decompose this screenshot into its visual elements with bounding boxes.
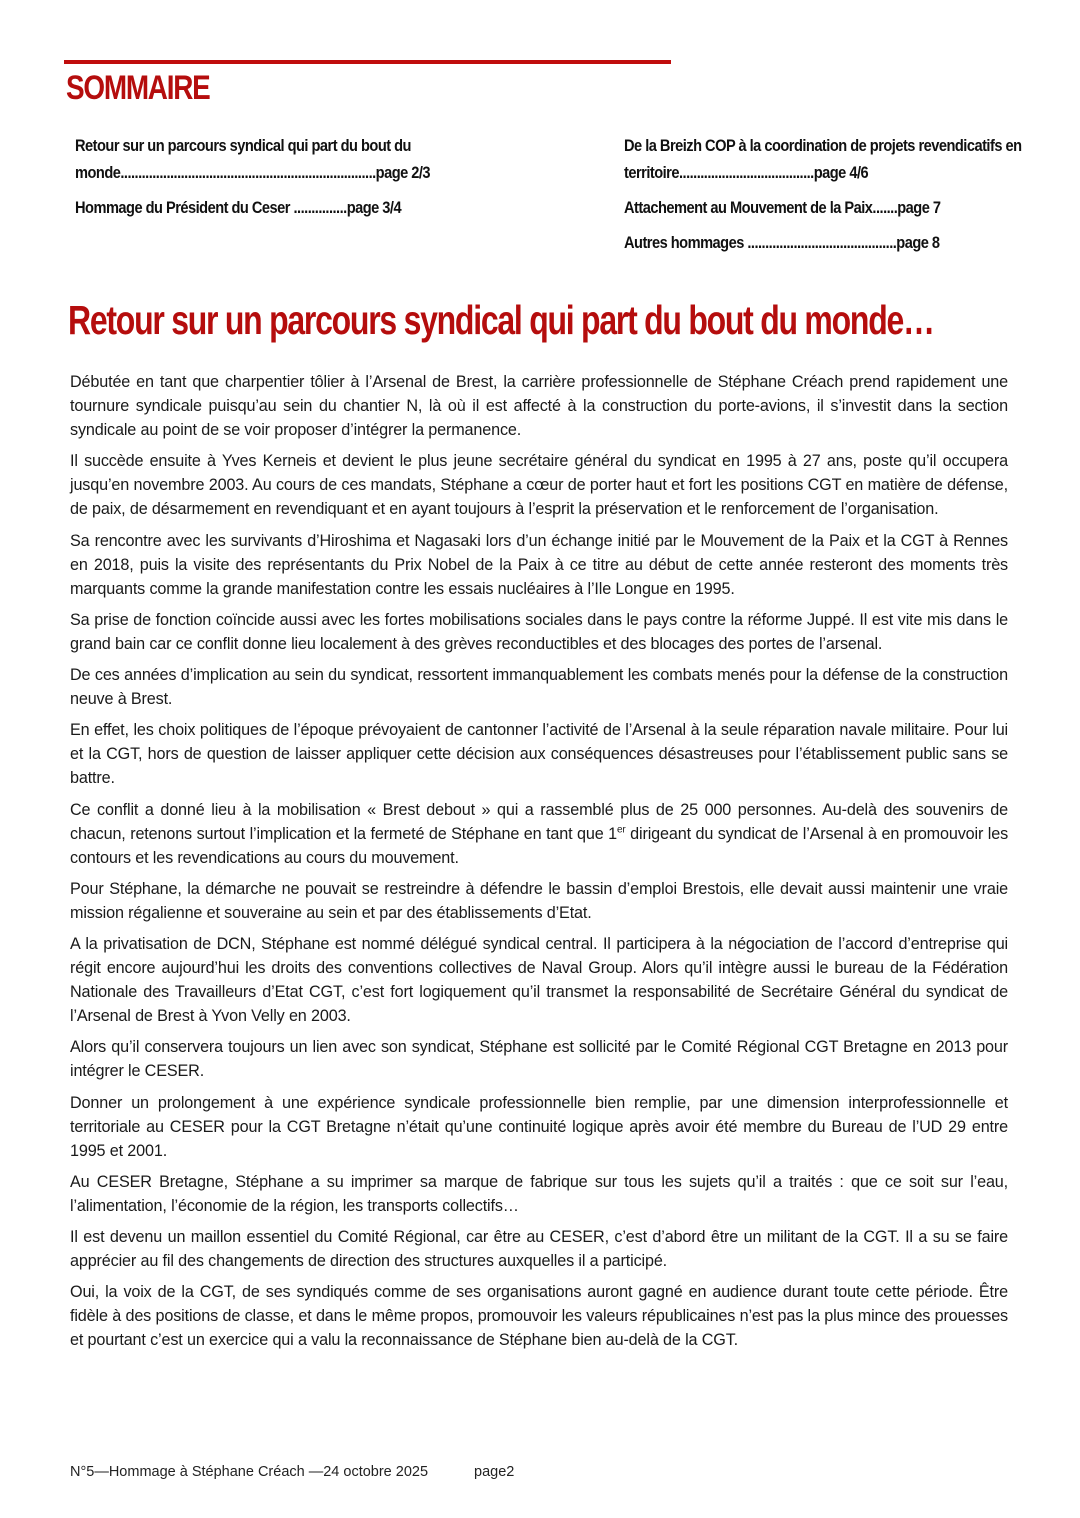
toc-page-ref: page 7 bbox=[897, 198, 941, 217]
toc-leader: ...................................... bbox=[678, 163, 814, 182]
header-rule bbox=[64, 60, 671, 64]
toc-page-ref: page 4/6 bbox=[813, 163, 869, 182]
paragraph: Il succède ensuite à Yves Kerneis et devient le plus jeune secrétaire général du syndicat en 1995 à 27 ans, poste qu’il occupera jusqu’en novembre 2003. Au cours de ces mandats, Stéphane a cœur de porter haut et fort les positions CGT en matière de défense, de paix, de désarmement en revendiquant et en ayant toujours à l’esprit la préservation et le renforcement de l’organisation. bbox=[70, 452, 1008, 519]
paragraph: Débutée en tant que charpentier tôlier à l’Arsenal de Brest, la carrière professionnelle de Stéphane Créach prend rapidement une tournure syndicale puisqu’au sein du chantier N, là où il est affecté à la construction du porte-avions, il s’investit dans la section syndicale au point de se voir proposer d’intégrer la permanence. bbox=[70, 373, 1008, 440]
footer-page-number: page2 bbox=[474, 1464, 515, 1480]
paragraph-text: Ce conflit a donné lieu à la mobilisation « Brest debout » qui a rassemblé plus de 25 000 personnes. Au-delà des souvenirs de chacun, retenons surtout l’implication et la fermeté de Stéphane en tant que 1 bbox=[70, 800, 1008, 843]
superscript: er bbox=[617, 824, 626, 836]
toc-leader: ........................................................................ bbox=[120, 163, 376, 182]
toc-item[interactable] bbox=[624, 229, 1023, 256]
paragraph: Sa prise de fonction coïncide aussi avec les fortes mobilisations sociales dans le pays contre la réforme Juppé. Il est vite mis dans le grand bain car ce conflit donne lieu localement à des grèves reconductibles et des blocages des portes de l’arsenal. bbox=[70, 610, 1008, 653]
toc-item-text: Retour sur un parcours syndical qui part du bout du monde bbox=[75, 136, 411, 182]
paragraph bbox=[70, 798, 1008, 870]
paragraph-text: dirigeant du syndicat de l’Arsenal à en promouvoir les contours et les revendications au cours du mouvement. bbox=[70, 824, 1009, 867]
sommaire-title: SOMMAIRE bbox=[66, 69, 210, 107]
paragraph: Pour Stéphane, la démarche ne pouvait se restreindre à défendre le bassin d’emploi Brestois, elle devait aussi maintenir une vraie mission régalienne et souveraine au sein et par des établissements d’Etat. bbox=[70, 879, 1008, 922]
page-footer bbox=[70, 1464, 514, 1480]
toc-leader: .......................................... bbox=[747, 233, 897, 252]
toc-left-column bbox=[75, 132, 465, 229]
article-title: Retour sur un parcours syndical qui part du bout du monde… bbox=[68, 297, 934, 343]
paragraph: En effet, les choix politiques de l’époque prévoyaient de cantonner l’activité de l’Arsenal à la seule réparation navale militaire. Pour lui et la CGT, hors de question de laisser appliquer cette décision aux conséquences désastreuses pour l’établissement public sans se battre. bbox=[70, 721, 1008, 788]
toc-leader: ............... bbox=[293, 198, 347, 217]
toc-item-text: Attachement au Mouvement de la Paix bbox=[624, 198, 873, 217]
toc-item-text: Autres hommages bbox=[624, 233, 748, 252]
toc-right-column bbox=[624, 132, 1024, 264]
footer-issue: N°5—Hommage à Stéphane Créach —24 octobre 2025 bbox=[70, 1464, 429, 1480]
paragraph: Oui, la voix de la CGT, de ses syndiqués comme de ses organisations auront gagné en audience durant toute cette période. Être fidèle à des positions de classe, et dans le même propos, promouvoir les valeurs républicaines n’est pas la plus mince des prouesses et pourtant c’est un exercice qui a valu la reconnaissance de Stéphane bien au-delà de la CGT. bbox=[70, 1283, 1008, 1350]
paragraph: A la privatisation de DCN, Stéphane est nommé délégué syndical central. Il participera à la négociation de l’accord d’entreprise qui régit encore aujourd’hui les droits des conventions collectives de Naval Group. Alors qu’il intègre aussi le bureau de la Fédération Nationale des Travailleurs d’Etat CGT, c’est fort logiquement qu’il transmet la responsabilité de Secrétaire Général du syndicat de l’Arsenal de Brest à Yvon Velly en 2003. bbox=[70, 934, 1008, 1026]
toc-item[interactable] bbox=[75, 194, 464, 221]
toc-page-ref: page 3/4 bbox=[346, 198, 402, 217]
toc-leader: ....... bbox=[872, 198, 898, 217]
toc-item-text: Hommage du Président du Ceser bbox=[75, 198, 294, 217]
paragraph: De ces années d’implication au sein du syndicat, ressortent immanquablement les combats menés pour la défense de la construction neuve à Brest. bbox=[70, 666, 1008, 709]
toc-item[interactable] bbox=[624, 132, 1023, 186]
paragraph: Alors qu’il conservera toujours un lien avec son syndicat, Stéphane est sollicité par le Comité Régional CGT Bretagne en 2013 pour intégrer le CESER. bbox=[70, 1038, 1008, 1081]
toc-item-text: De la Breizh COP à la coordination de projets revendicatifs en territoire bbox=[624, 136, 1022, 182]
toc-item[interactable] bbox=[75, 132, 464, 186]
paragraph: Au CESER Bretagne, Stéphane a su imprimer sa marque de fabrique sur tous les sujets qu’il a traités : que ce soit sur l’eau, l’alimentation, l’économie de la région, les transports collectifs… bbox=[70, 1172, 1008, 1215]
paragraph: Donner un prolongement à une expérience syndicale professionnelle bien remplie, par une dimension interprofessionnelle et territoriale au CESER pour la CGT Bretagne n’était qu’une continuité logique après avoir été membre du Bureau de l’UD 29 entre 1995 et 2001. bbox=[70, 1093, 1008, 1160]
article-body bbox=[70, 370, 1008, 1359]
paragraph: Sa rencontre avec les survivants d’Hiroshima et Nagasaki lors d’un échange initié par le Mouvement de la Paix et la CGT à Rennes en 2018, puis la visite des représentants du Prix Nobel de la Paix à ce titre au début de cette année resteront des moments très marquants comme la grande manifestation contre les essais nucléaires à l’Ile Longue en 1995. bbox=[70, 531, 1008, 598]
toc-page-ref: page 8 bbox=[896, 233, 940, 252]
paragraph: Il est devenu un maillon essentiel du Comité Régional, car être au CESER, c’est d’abord être un militant de la CGT. Il a su se faire apprécier au fil des changements de direction des structures auxquelles il a participé. bbox=[70, 1228, 1008, 1271]
toc-item[interactable] bbox=[624, 194, 1023, 221]
toc-page-ref: page 2/3 bbox=[375, 163, 431, 182]
